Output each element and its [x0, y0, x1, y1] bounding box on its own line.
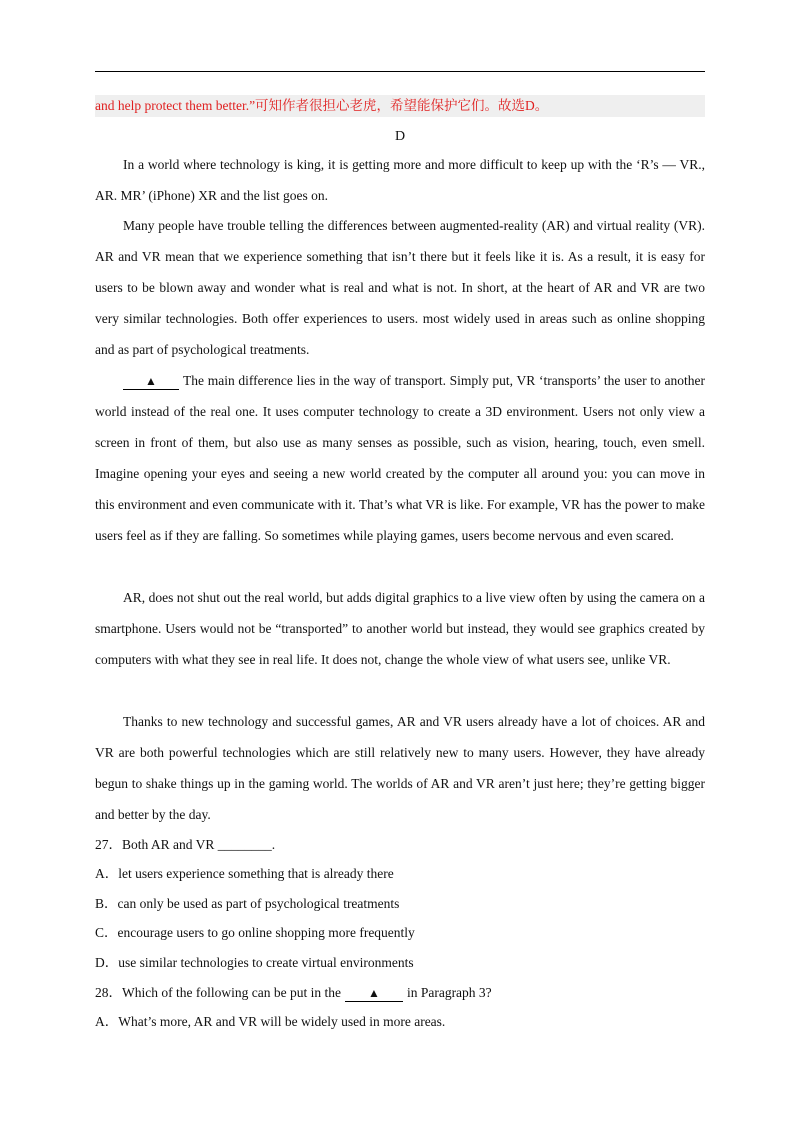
passage-letter: D	[394, 129, 406, 144]
question-28-stem-after: in Paragraph 3?	[406, 985, 492, 1000]
question-27-option-a: A．let users experience something that is already there	[95, 866, 394, 881]
paragraph-1: In a world where technology is king, it is getting more and more difficult to keep up with the ‘R’s — VR., AR. MR’ (iPhone) XR and the list goes on.	[95, 157, 705, 203]
question-28-stem-before: 28．Which of the following can be put in the	[95, 985, 341, 1000]
previous-answer-explanation: and help protect them better.”可知作者很担心老虎，希望能保护它们。故选D。	[95, 95, 705, 117]
question-27-option-c: C．encourage users to go online shopping more frequently	[95, 925, 415, 940]
question-27-stem: 27．Both AR and VR ________.	[95, 837, 276, 852]
paragraph-3	[95, 365, 705, 551]
paragraph-4: AR, does not shut out the real world, but adds digital graphics to a live view often by using the camera on a smartphone. Users would not be “transported” to another world but instead, they would see graphics created by computers with what they see in real life. It does not, change the whole view of what users see, unlike VR.	[95, 590, 705, 667]
paragraph-2: Many people have trouble telling the differences between augmented-reality (AR) and virtual reality (VR). AR and VR mean that we experience something that isn’t there but it feels like it is. As a result, it is easy for users to be blown away and wonder what is real and what is not. In short, at the heart of AR and VR are two very similar technologies. Both offer experiences to users. most widely used in areas such as online shopping and as part of psychological treatments.	[95, 218, 705, 357]
question-28-stem	[95, 982, 705, 1004]
question-27-option-d: D．use similar technologies to create virtual environments	[95, 955, 414, 970]
paragraph-3-text: The main difference lies in the way of transport. Simply put, VR ‘transports’ the user to another world instead of the real one. It uses computer technology to create a 3D environment. Users not only view a screen in front of them, but also use as many senses as possible, such as vision, hearing, touch, even smell. Imagine opening your eyes and seeing a new world created by the computer all around you: you can move in this environment and even communicate with it. That’s what VR is like. For example, VR has the power to make users feel as if they are falling. So sometimes while playing games, users become nervous and even scared.	[95, 373, 705, 543]
header-rule	[95, 71, 705, 72]
question-28-option-a: A．What’s more, AR and VR will be widely used in more areas.	[95, 1014, 446, 1029]
answer-blank: ▲	[123, 373, 179, 390]
question-28-blank: ▲	[345, 985, 403, 1002]
paragraph-5: Thanks to new technology and successful games, AR and VR users already have a lot of choices. AR and VR are both powerful technologies which are still relatively new to many users. However, they have already begun to shake things up in the gaming world. The worlds of AR and VR aren’t just here; they’re getting bigger and better by the day.	[95, 714, 705, 822]
question-27-option-b: B．can only be used as part of psychological treatments	[95, 896, 400, 911]
